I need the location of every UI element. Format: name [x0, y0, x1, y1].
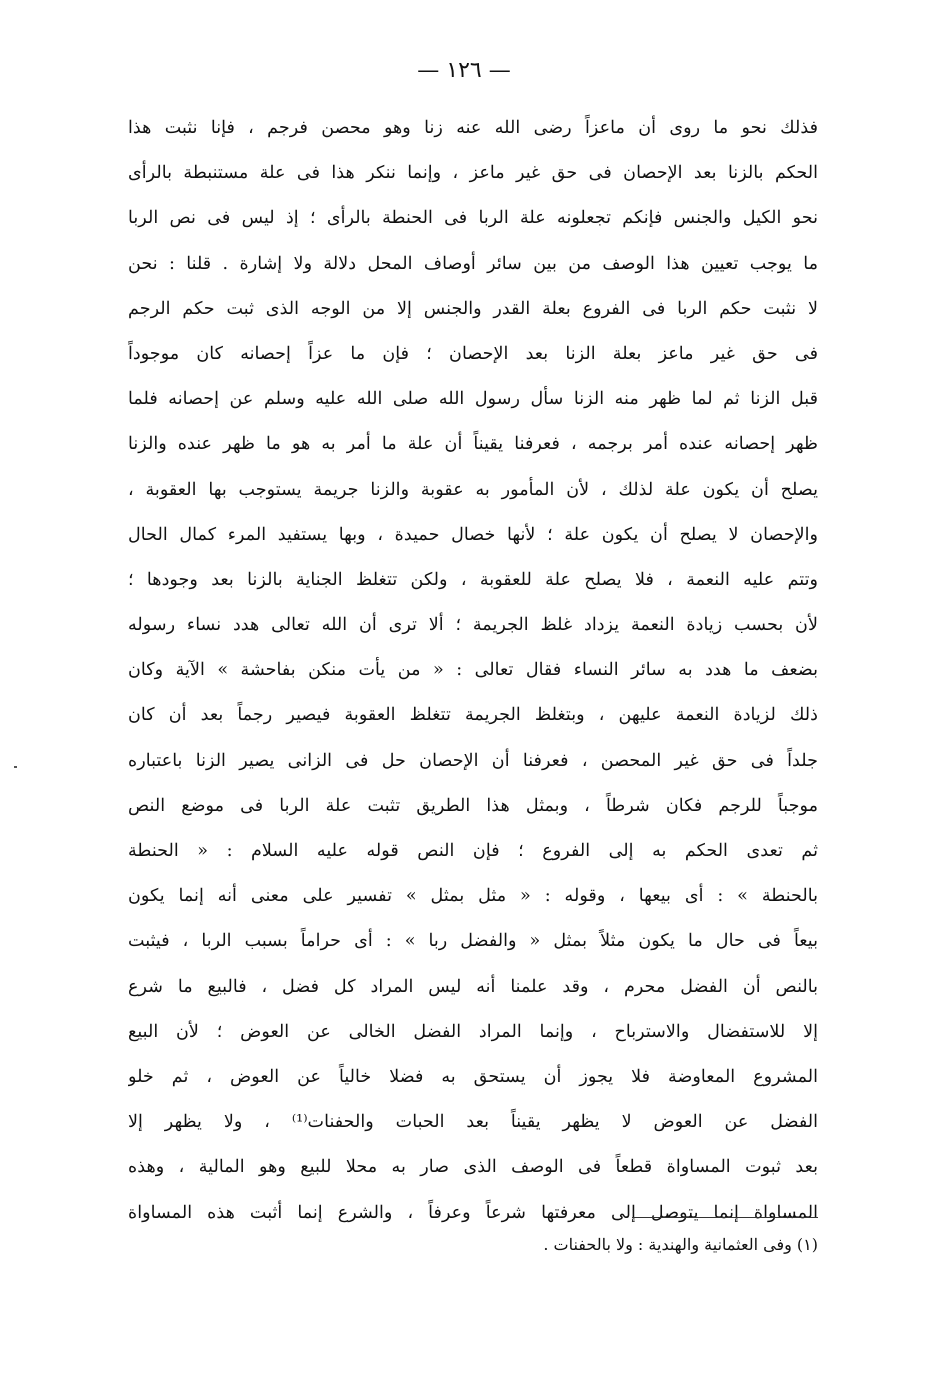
text-line: بالحنطة » : أى بيعها ، وقوله : « مثل بمثل » تفسير على معنى أنه إنما يكون	[128, 886, 818, 907]
text-line: نحو الكيل والجنس فإنكم تجعلونه علة الربا فى الحنطة بالرأى ؛ إذ ليس فى نص الربا	[128, 208, 818, 229]
text-line: المساواة إنما يتوصل إلى معرفتها شرعاً وعرفاً ، والشرع إنما أثبت هذه المساواة	[128, 1202, 818, 1223]
text-line: بضعف ما هدد به سائر النساء فقال تعالى : « من يأت منكن بفاحشة » الآية وكان	[128, 660, 818, 681]
text-line: ثم تعدى الحكم به إلى الفروع ؛ فإن النص قوله عليه السلام : « الحنطة	[128, 841, 818, 861]
text-line: فذلك نحو ما روى أن ماعزاً رضى الله عنه زنا وهو محصن فرجم ، فإنا نثبت هذا	[128, 118, 818, 138]
main-text	[128, 106, 818, 1236]
margin-mark	[14, 766, 17, 768]
text-line: والإحصان لا يصلح أن يكون علة ؛ لأنها خصال حميدة ، وبها يستفيد المرء كمال الحال	[128, 524, 818, 545]
text-line: وتتم عليه النعمة ، فلا يصلح علة للعقوبة ، ولكن تتغلظ الجناية بالزنا بعد وجودها ؛	[128, 569, 818, 590]
text-line: لا نثبت حكم الربا فى الفروع بعلة القدر والجنس إلا من الوجه الذى ثبت حكم الرجم	[128, 298, 818, 319]
text-line: لأن بحسب زيادة النعمة يزداد غلظ الجريمة ؛ ألا ترى أن الله تعالى هدد نساء رسوله	[128, 615, 818, 636]
page-number: — ١٢٦ —	[417, 58, 511, 83]
text-line: ذلك لزيادة النعمة عليهن ، وبتغلظ الجريمة تتغلظ العقوبة فيصير رجماً بعد أن كان	[128, 705, 818, 726]
text-line: بيعاً فى حال ما يكون مثلاً بمثل « والفضل ربا » : أى حراماً بسبب الربا ، فيثبت	[128, 931, 818, 952]
text-line: الحكم بالزنا بعد الإحصان فى حق غير ماعز ، وإنما ننكر هذا فى علة مستنبطة بالرأى	[128, 163, 818, 184]
text-line: إلا للاستفضال والاسترباح ، وإنما المراد الفضل الخالى عن العوض ؛ لأن البيع	[128, 1021, 818, 1042]
text-line: موجباً للرجم فكان شرطاً ، وبمثل هذا الطريق تثبت علة الربا فى موضع النص	[128, 795, 818, 816]
footnote: (١) وفى العثمانية والهندية : ولا بالحفنات .	[543, 1235, 818, 1254]
text-line: فى حق غير ماعز بعلة الزنا بعد الإحصان ؛ فإن ما عزاً إحصانه كان موجوداً	[128, 343, 818, 364]
text-line: قبل الزنا ثم لما ظهر منه الزنا سأل رسول الله صلى الله عليه وسلم عن إحصانه فلما	[128, 389, 818, 410]
text-line: ما يوجب تعيين هذا الوصف من بين سائر أوصاف المحل دلالة ولا إشارة . قلنا : نحن	[128, 253, 818, 274]
text-line: الفضل عن العوض لا يظهر يقيناً بعد الحبات والحفنات⁽¹⁾ ، ولا يظهر إلا	[128, 1112, 818, 1133]
footnote-divider	[632, 1217, 818, 1218]
text-line: ظهر إحصانه عنده أمر برجمه ، فعرفنا يقيناً أن علة ما أمر به هو ما ظهر عنده والزنا	[128, 434, 818, 455]
text-line: بعد ثبوت المساواة قطعاً فى الوصف الذى صار به محلا للبيع وهو المالية ، وهذه	[128, 1157, 818, 1178]
text-line: المشروع المعاوضة فلا يجوز أن يستحق به فضلا خالياً عن العوض ، ثم خلو	[128, 1066, 818, 1087]
text-line: جلداً فى حق غير المحصن ، فعرفنا أن الإحصان حل فى الزانى يصير الزنا باعتباره	[128, 750, 818, 771]
text-line: بالنص أن الفضل محرم ، وقد علمنا أنه ليس المراد كل فضل ، فالبيع ما شرع	[128, 976, 818, 997]
text-line: يصلح أن يكون علة لذلك ، لأن المأمور به عقوبة والزنا جريمة يستوجب بها العقوبة ،	[128, 479, 818, 500]
